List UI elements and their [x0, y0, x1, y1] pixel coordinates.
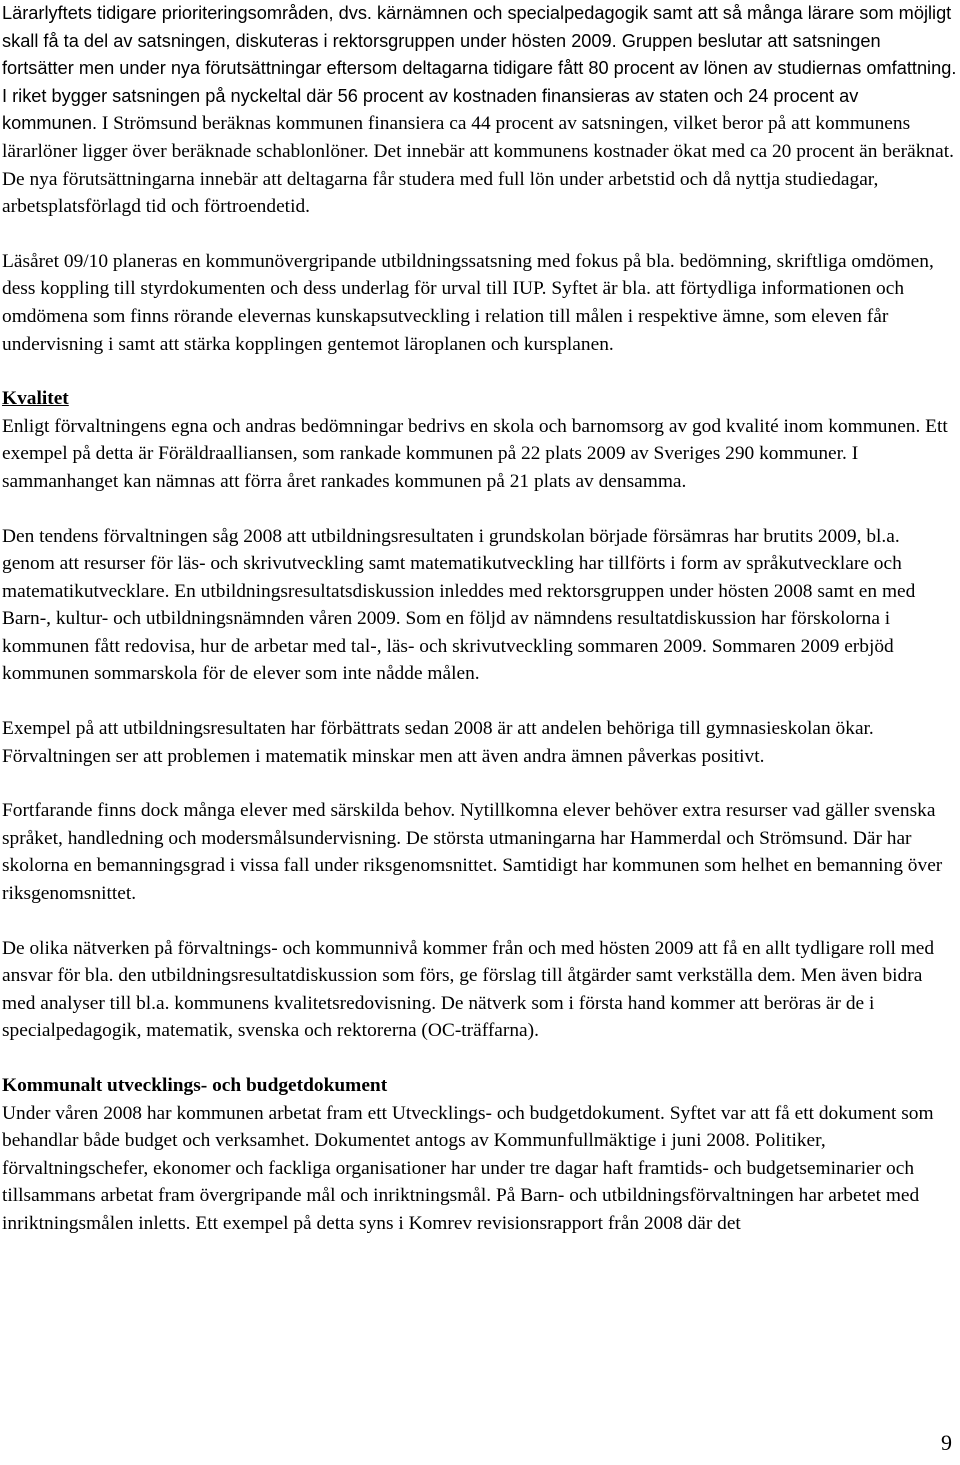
paragraph-natverken: De olika nätverken på förvaltnings- och kommunnivå kommer från och med hösten 2009 att få en allt tydligare roll med ansvar för bla. den utbildningsresultatdiskussion som förs, ge förslag till åtgärder samt verkställa dem. Men även bidra med analyser till bl.a. kommunens kvalitetsredovisning. De nätverk som i första hand kommer att beröras är de i specialpedagogik, matematik, svenska och rektorerna (OC-träffarna).: [2, 937, 935, 1042]
paragraph-tendens: Den tendens förvaltningen såg 2008 att utbildningsresultaten i grundskolan började försämras har brutits 2009, bl.a. genom att resurser för läs- och skrivutveckling samt matematikutveckling har tillförts i form av språkutvecklare och matematikutvecklare. En utbildningsresultatsdiskussion inleddes med rektorsgruppen under hösten 2008 samt en med Barn-, kultur- och utbildningsnämnden våren 2009. Som en följd av nämndens resultatdiskussion har förskolorna i kommunen fått redovisa, hur de arbetar med tal-, läs- och skrivutveckling sommaren 2009. Sommaren 2009 erbjöd kommunen sommarskola för de elever som inte nådde målen.: [2, 525, 916, 685]
paragraph-utvecklingsdokument: Under våren 2008 har kommunen arbetat fram ett Utvecklings- och budgetdokument. Syftet var att få ett dokument som behandlar både budget och verksamhet. Dokumentet antogs av Kommunfullmäktige i juni 2008. Politiker, förvaltningschefer, ekonomer och fackliga organisationer har under tre dagar haft framtids- och budgetseminarier och tillsammans arbetat fram övergripande mål och inriktningsmål. På Barn- och utbildningsförvaltningen har arbetet med inriktningsmålen inletts. Ett exempel på detta syns i Komrev revisionsrapport från 2008 där det: [2, 1102, 934, 1234]
paragraph-fortfarande: Fortfarande finns dock många elever med särskilda behov. Nytillkomna elever behöver extra resurser vad gäller svenska språket, handledning och modersmålsundervisning. De största utmaningarna har Hammerdal och Strömsund. Där har skolorna en bemanningsgrad i vissa fall under riksgenomsnittet. Samtidigt har kommunen som helhet en bemanning över riksgenomsnittet.: [2, 800, 943, 905]
paragraph-lararlyftet: [2, 0, 957, 221]
section-kvalitet: [2, 385, 957, 495]
page-number: 9: [941, 1430, 952, 1455]
heading-kvalitet: Kvalitet: [2, 388, 69, 410]
section-utvecklingsdokument: [2, 1072, 957, 1238]
paragraph-lararlyftet-serif-text: I Strömsund beräknas kommunen finansiera ca 44 procent av satsningen, vilket beror på att kommunens lärarlöner ligger över beräknade schablonlöner. Det innebär att kommunens kostnader ökat med ca 20 procent än beräknat. De nya förutsättningarna innebär att deltagarna får studera med full lön under arbetstid och då nyttja studiedagar, arbetsplatsförlagd tid och förtroendetid.: [2, 113, 954, 218]
paragraph-exempel: Exempel på att utbildningsresultaten har förbättrats sedan 2008 är att andelen behöriga till gymnasieskolan ökar. Förvaltningen ser att problemen i matematik minskar men att även andra ämnen påverkas positivt.: [2, 718, 874, 767]
paragraph-kvalitet: Enligt förvaltningens egna och andras bedömningar bedrivs en skola och barnomsorg av god kvalité inom kommunen. Ett exempel på detta är Föräldraalliansen, som rankade kommunen på 22 plats 2009 av Sveriges 290 kommuner. I sammanhanget kan nämnas att förra året rankades kommunen på 21 plats av densamma.: [2, 415, 948, 492]
heading-utvecklingsdokument: Kommunalt utvecklings- och budgetdokument: [2, 1075, 388, 1096]
paragraph-lararlyftet-sans-text: Lärarlyftets tidigare prioriteringsområden, dvs. kärnämnen och specialpedagogik samt att så många lärare som möjligt skall få ta del av satsningen, diskuteras i rektorsgruppen under hösten 2009. Gruppen beslutar att satsningen fortsätter men under nya förutsättningar eftersom deltagarna tidigare fått 80 procent av lönen av studiernas omfattning. I riket bygger satsningen på nyckeltal där 56 procent av kostnaden finansieras av staten och 24 procent av kommunen.: [2, 3, 957, 134]
document-body: [2, 0, 957, 1265]
paragraph-lasaret: Läsåret 09/10 planeras en kommunövergripande utbildningssatsning med fokus på bla. bedömning, skriftliga omdömen, dess koppling till styrdokumenten och dess underlag för urval till IUP. Syftet är bla. att förtydliga informationen och omdömena som finns rörande elevernas kunskapsutveckling i relation till målen i respektive ämne, som eleven får undervisning i samt att stärka kopplingen gentemot läroplanen och kursplanen.: [2, 250, 934, 355]
